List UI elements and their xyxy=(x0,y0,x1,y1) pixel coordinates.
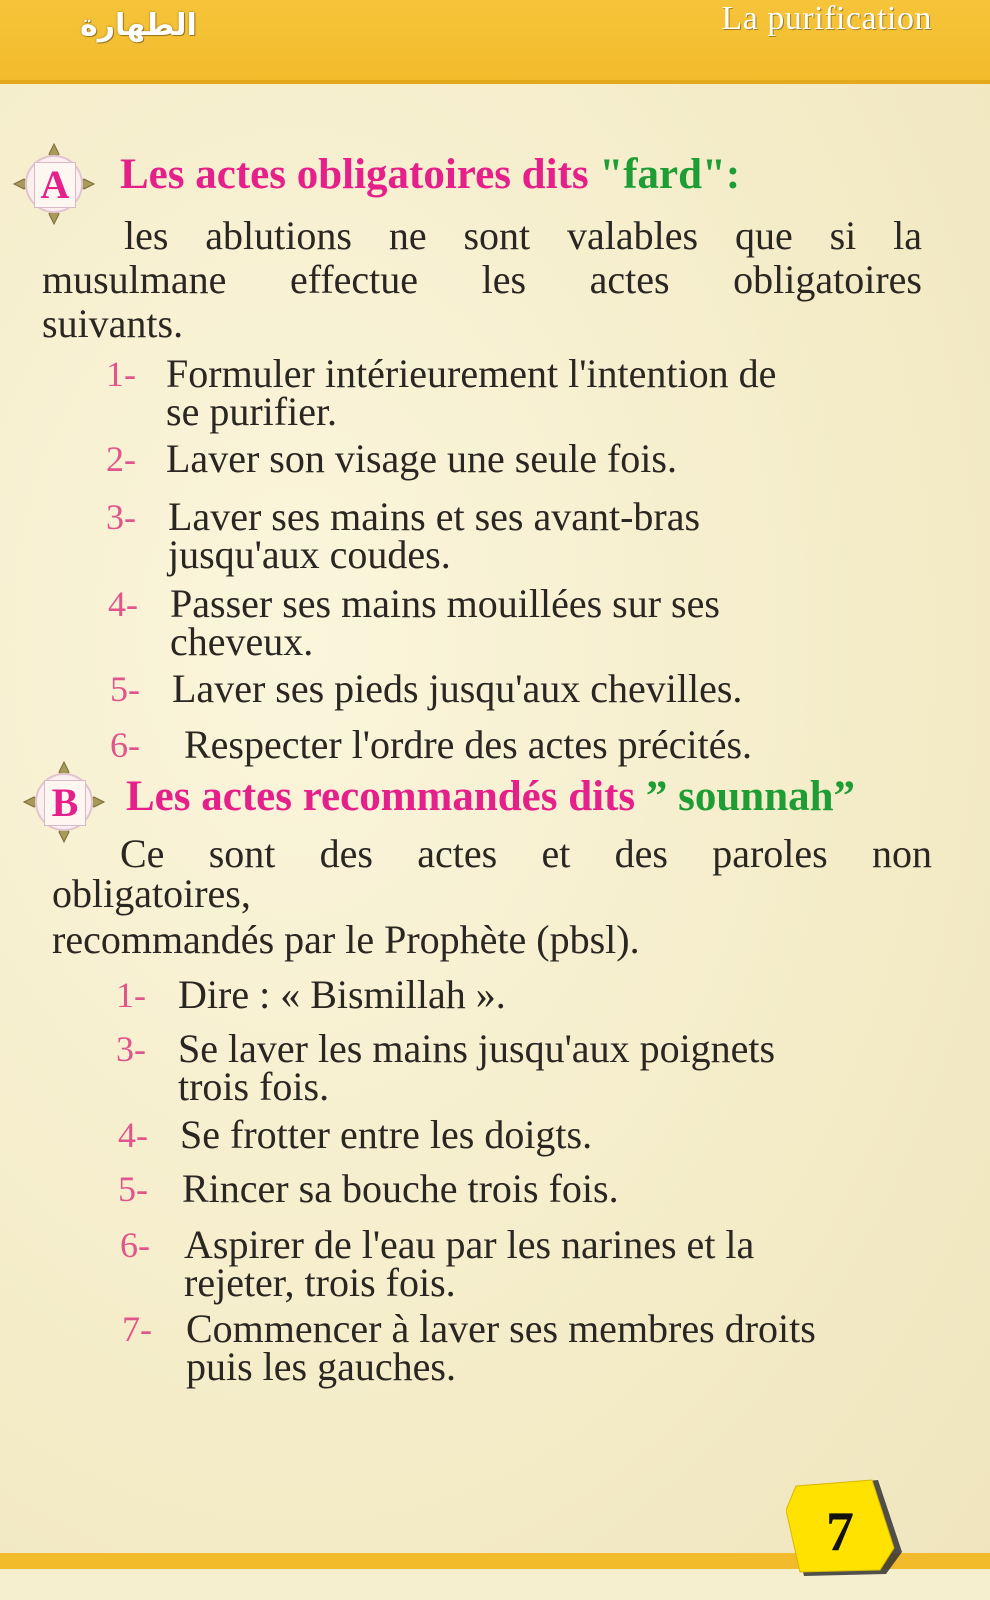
section-b-heading-quoted: ” sounnah” xyxy=(645,773,856,820)
item-text: Se laver les mains jusqu'aux poignets trois fois. xyxy=(178,1026,776,1109)
section-a-intro-line1: les ablutions ne sont valables que si la xyxy=(124,213,922,258)
item-text: Aspirer de l'eau par les narines et la rejeter, trois fois. xyxy=(184,1222,755,1305)
item-number: 1- xyxy=(116,975,146,1015)
section-b-heading xyxy=(126,772,855,821)
section-b-intro-line2: obligatoires, xyxy=(52,871,251,916)
item-number: 5- xyxy=(110,669,140,709)
section-a-letter: A xyxy=(34,162,76,208)
section-b-intro-line1: Ce sont des actes et des paroles non xyxy=(120,831,932,876)
header-arabic-title: الطهارة xyxy=(80,8,197,43)
section-a-badge xyxy=(12,142,96,226)
section-b-intro-line3: recommandés par le Prophète (pbsl). xyxy=(52,917,640,962)
item-number: 2- xyxy=(106,439,136,479)
item-number: 3- xyxy=(116,1029,146,1069)
item-number: 4- xyxy=(108,584,138,624)
item-text: Commencer à laver ses membres droits puis les gauches. xyxy=(186,1306,816,1389)
item-text: Respecter l'ordre des actes précités. xyxy=(184,722,753,767)
header-french-title: La purification xyxy=(721,0,932,37)
section-b-heading-text: Les actes recommandés dits xyxy=(126,773,646,820)
item-text: Se frotter entre les doigts. xyxy=(180,1112,593,1157)
section-b-letter: B xyxy=(44,780,86,826)
item-number: 3- xyxy=(106,497,136,537)
section-a-intro-line2: musulmane effectue les actes obligatoires xyxy=(42,257,922,302)
item-number: 4- xyxy=(118,1115,148,1155)
item-text: Rincer sa bouche trois fois. xyxy=(182,1166,619,1211)
item-text: Dire : « Bismillah ». xyxy=(178,972,506,1017)
item-number: 6- xyxy=(110,725,140,765)
page-number: 7 xyxy=(826,1501,854,1563)
section-a-heading-quoted: "fard": xyxy=(599,151,741,198)
item-text: Laver ses mains et ses avant-bras jusqu'aux coudes. xyxy=(168,494,701,577)
section-a-heading xyxy=(120,150,740,199)
item-number: 5- xyxy=(118,1169,148,1209)
section-a-heading-text: Les actes obligatoires dits xyxy=(120,151,600,198)
item-text: Laver son visage une seule fois. xyxy=(166,436,677,481)
section-a-intro-line3: suivants. xyxy=(42,301,184,346)
item-text: Laver ses pieds jusqu'aux chevilles. xyxy=(172,666,743,711)
section-b-badge xyxy=(22,760,106,844)
item-text: Passer ses mains mouillées sur ses cheveux. xyxy=(170,581,720,664)
page-header xyxy=(0,0,990,84)
item-number: 1- xyxy=(106,354,136,394)
item-number: 7- xyxy=(122,1309,152,1349)
item-number: 6- xyxy=(120,1225,150,1265)
item-text: Formuler intérieurement l'intention de se purifier. xyxy=(166,351,777,434)
